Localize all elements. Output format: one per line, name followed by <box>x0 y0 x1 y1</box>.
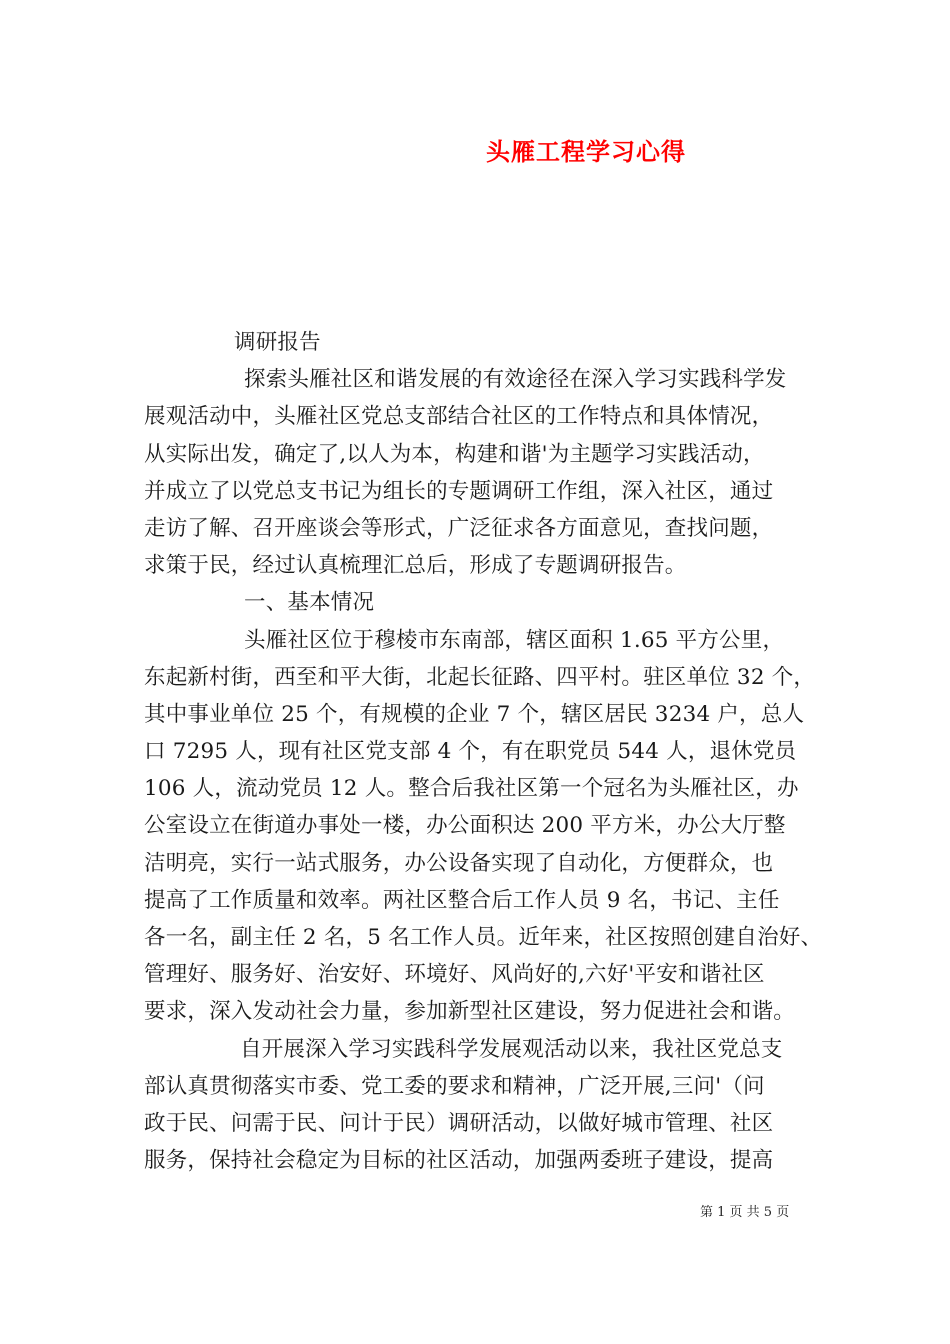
paragraph-line: 政于民、问需于民、问计于民）调研活动，以做好城市管理、社区 <box>144 1110 774 1136</box>
paragraph-line: 并成立了以党总支书记为组长的专题调研工作组，深入社区，通过 <box>144 478 774 504</box>
paragraph-line: 从实际出发，确定了,以人为本，构建和谐'为主题学习实践活动， <box>144 441 765 467</box>
paragraph-line: 头雁社区位于穆棱市东南部，辖区面积 1.65 平方公里， <box>244 627 785 653</box>
paragraph-line: 展观活动中，头雁社区党总支部结合社区的工作特点和具体情况， <box>144 404 774 430</box>
paragraph-line: 东起新村街，西至和平大街，北起长征路、四平村。驻区单位 32 个， <box>144 664 816 690</box>
document-body <box>144 324 834 1179</box>
paragraph-line: 走访了解、召开座谈会等形式，广泛征求各方面意见，查找问题， <box>144 515 774 541</box>
paragraph-line: 求策于民，经过认真梳理汇总后，形成了专题调研报告。 <box>144 553 687 579</box>
paragraph-line: 公室设立在街道办事处一楼，办公面积达 200 平方米，办公大厅整 <box>144 813 786 839</box>
section-heading: 一、基本情况 <box>244 590 375 616</box>
paragraph-line: 部认真贯彻落实市委、党工委的要求和精神，广泛开展,三问'（问 <box>144 1073 765 1099</box>
paragraph-line: 要求，深入发动社会力量，参加新型社区建设，努力促进社会和谐。 <box>144 999 796 1025</box>
paragraph-line: 口 7295 人，现有社区党支部 4 个，有在职党员 544 人，退休党员 <box>144 739 797 765</box>
paragraph-line: 探索头雁社区和谐发展的有效途径在深入学习实践科学发 <box>244 367 787 393</box>
paragraph-line: 管理好、服务好、治安好、环境好、风尚好的,六好'平安和谐社区 <box>144 962 765 988</box>
paragraph-line: 自开展深入学习实践科学发展观活动以来，我社区党总支 <box>240 1036 783 1062</box>
paragraph-line: 洁明亮，实行一站式服务，办公设备实现了自动化，方便群众，也 <box>144 850 774 876</box>
paragraph-line: 提高了工作质量和效率。两社区整合后工作人员 9 名，书记、主任 <box>144 887 780 913</box>
document-title: 头雁工程学习心得 <box>486 137 686 166</box>
paragraph-line: 各一名，副主任 2 名，5 名工作人员。近年来，社区按照创建自治好、 <box>144 925 823 950</box>
section-heading: 调研报告 <box>234 330 321 355</box>
page-number: 第 1 页 共 5 页 <box>700 1205 790 1220</box>
paragraph-line: 服务，保持社会稳定为目标的社区活动，加强两委班子建设，提高 <box>144 1148 774 1174</box>
paragraph-line: 106 人，流动党员 12 人。整合后我社区第一个冠名为头雁社区，办 <box>144 776 799 802</box>
paragraph-line: 其中事业单位 25 个，有规模的企业 7 个，辖区居民 3234 户，总人 <box>144 701 805 727</box>
